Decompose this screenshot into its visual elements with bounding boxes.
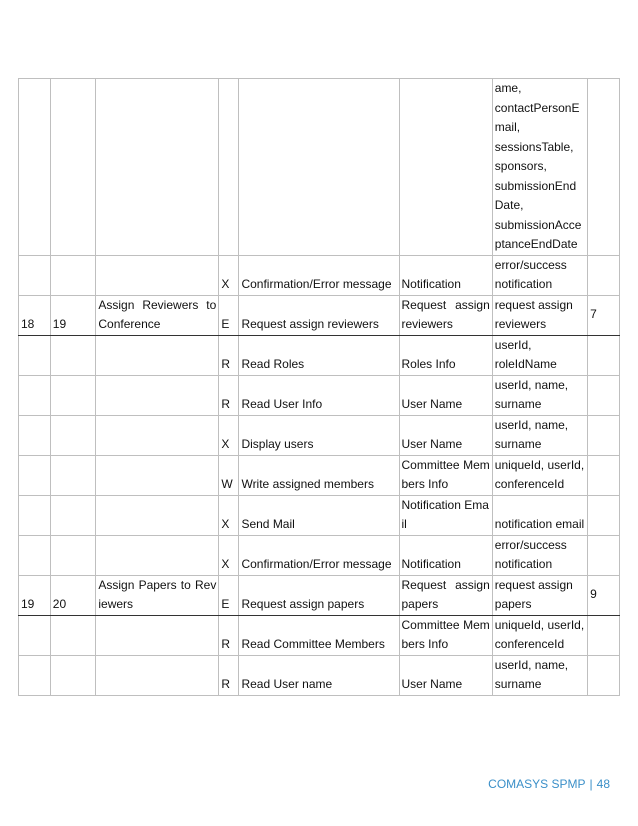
cell-cfp-count xyxy=(588,615,620,655)
cell-use-case-number: 19 xyxy=(50,295,96,335)
cell-fp-number xyxy=(19,415,51,455)
cell-cfp-count xyxy=(588,415,620,455)
attribute-line: surname xyxy=(494,397,542,411)
table-row xyxy=(19,495,620,535)
cell-data-group: Notification Email xyxy=(399,495,492,535)
attribute-line: error/success xyxy=(494,537,567,552)
cell-cfp-count xyxy=(588,495,620,535)
attribute-line: mail, xyxy=(494,120,521,134)
cell-process-name xyxy=(96,535,219,575)
cell-movement-type: R xyxy=(219,335,239,375)
cell-data-group: Request assign reviewers xyxy=(399,295,492,335)
cell-fp-number xyxy=(19,615,51,655)
table-row xyxy=(19,655,620,695)
cell-process-name xyxy=(96,455,219,495)
table-row xyxy=(19,455,620,495)
cell-data-attributes xyxy=(492,295,587,335)
attribute-line: conferenceId xyxy=(494,477,565,491)
cell-data-attributes xyxy=(492,615,587,655)
cell-use-case-number xyxy=(50,615,96,655)
cell-fp-number xyxy=(19,535,51,575)
cell-data-attributes xyxy=(492,455,587,495)
attribute-line: conferenceId xyxy=(494,637,565,651)
cell-data-attributes xyxy=(492,255,587,295)
attribute-line: request assign xyxy=(494,297,573,312)
cell-subprocess-name xyxy=(239,79,399,256)
cell-movement-type: X xyxy=(219,415,239,455)
function-point-table xyxy=(18,78,620,696)
attribute-line: roleIdName xyxy=(494,357,557,371)
cell-process-name: Assign Reviewers to Conference xyxy=(96,295,219,335)
cell-movement-type: E xyxy=(219,295,239,335)
table-row xyxy=(19,535,620,575)
cell-data-group xyxy=(399,79,492,256)
cell-fp-number xyxy=(19,455,51,495)
cell-data-group: User Name xyxy=(399,415,492,455)
cell-process-name xyxy=(96,335,219,375)
cell-data-attributes xyxy=(492,79,587,256)
cell-cfp-count xyxy=(588,79,620,256)
attribute-line: request assign xyxy=(494,577,573,592)
cell-subprocess-name: Request assign papers xyxy=(239,575,399,615)
cell-data-attributes xyxy=(492,335,587,375)
attribute-line: error/success xyxy=(494,257,567,272)
cell-data-group: User Name xyxy=(399,655,492,695)
cell-use-case-number xyxy=(50,535,96,575)
cell-use-case-number xyxy=(50,455,96,495)
cell-fp-number xyxy=(19,79,51,256)
cell-use-case-number: 20 xyxy=(50,575,96,615)
attribute-line: notification email xyxy=(494,517,585,531)
attribute-line: userId, name, xyxy=(494,417,569,432)
cell-movement-type: X xyxy=(219,255,239,295)
cell-fp-number xyxy=(19,335,51,375)
cell-data-attributes xyxy=(492,655,587,695)
cell-data-group: Notification xyxy=(399,535,492,575)
cell-process-name xyxy=(96,415,219,455)
table-row xyxy=(19,255,620,295)
cell-movement-type: E xyxy=(219,575,239,615)
table-row xyxy=(19,79,620,256)
cell-subprocess-name: Read User Info xyxy=(239,375,399,415)
cell-fp-number: 19 xyxy=(19,575,51,615)
cell-process-name xyxy=(96,375,219,415)
table-row xyxy=(19,415,620,455)
cell-data-group: Roles Info xyxy=(399,335,492,375)
cell-use-case-number xyxy=(50,415,96,455)
cell-fp-number xyxy=(19,495,51,535)
cell-process-name: Assign Papers to Reviewers xyxy=(96,575,219,615)
attribute-line: submissionAcce xyxy=(494,217,582,232)
table-row xyxy=(19,375,620,415)
cell-data-attributes xyxy=(492,495,587,535)
cell-process-name xyxy=(96,495,219,535)
attribute-line: surname xyxy=(494,437,542,451)
cell-cfp-count xyxy=(588,335,620,375)
footer-page-number: 48 xyxy=(596,777,610,791)
cell-use-case-number xyxy=(50,495,96,535)
cell-use-case-number xyxy=(50,655,96,695)
attribute-line: userId, name, xyxy=(494,377,569,392)
cell-use-case-number xyxy=(50,79,96,256)
cell-movement-type: R xyxy=(219,615,239,655)
cell-cfp-count xyxy=(588,535,620,575)
cell-subprocess-name: Confirmation/Error message xyxy=(239,535,399,575)
cell-subprocess-name: Write assigned members xyxy=(239,455,399,495)
table-row xyxy=(19,295,620,335)
cell-process-name xyxy=(96,615,219,655)
cell-data-attributes xyxy=(492,415,587,455)
cell-data-attributes xyxy=(492,575,587,615)
attribute-line: submissionEnd xyxy=(494,178,577,193)
table-row xyxy=(19,335,620,375)
footer-separator: | xyxy=(589,777,593,791)
cell-data-group: Notification xyxy=(399,255,492,295)
attribute-line: contactPersonE xyxy=(494,100,580,115)
attribute-line: papers xyxy=(494,597,532,611)
cell-process-name xyxy=(96,255,219,295)
cell-cfp-count xyxy=(588,655,620,695)
attribute-line: Date, xyxy=(494,198,524,212)
cell-fp-number xyxy=(19,255,51,295)
cell-data-group: Request assign papers xyxy=(399,575,492,615)
attribute-line: ame, xyxy=(494,81,522,95)
page-footer xyxy=(488,777,610,791)
cell-fp-number: 18 xyxy=(19,295,51,335)
cell-movement-type: X xyxy=(219,535,239,575)
attribute-line: notification xyxy=(494,277,553,291)
cell-subprocess-name: Read Committee Members xyxy=(239,615,399,655)
attribute-line: uniqueId, userId, xyxy=(494,457,585,472)
cell-cfp-count: 7 xyxy=(588,295,620,335)
attribute-line: userId, name, xyxy=(494,657,569,672)
attribute-line: reviewers xyxy=(494,317,547,331)
attribute-line: ptanceEndDate xyxy=(494,237,578,251)
cell-data-attributes xyxy=(492,535,587,575)
cell-fp-number xyxy=(19,375,51,415)
cell-subprocess-name: Display users xyxy=(239,415,399,455)
cell-movement-type: R xyxy=(219,655,239,695)
cell-use-case-number xyxy=(50,375,96,415)
cell-cfp-count: 9 xyxy=(588,575,620,615)
cell-data-group: Committee Members Info xyxy=(399,455,492,495)
cell-cfp-count xyxy=(588,255,620,295)
cell-process-name xyxy=(96,79,219,256)
attribute-line: surname xyxy=(494,677,542,691)
cell-fp-number xyxy=(19,655,51,695)
cell-data-group: Committee Members Info xyxy=(399,615,492,655)
attribute-line: uniqueId, userId, xyxy=(494,617,585,632)
cell-movement-type: X xyxy=(219,495,239,535)
cell-subprocess-name: Request assign reviewers xyxy=(239,295,399,335)
cell-cfp-count xyxy=(588,375,620,415)
cell-subprocess-name: Read Roles xyxy=(239,335,399,375)
cell-subprocess-name: Send Mail xyxy=(239,495,399,535)
table-body xyxy=(19,79,620,696)
cell-movement-type: W xyxy=(219,455,239,495)
attribute-line: sponsors, xyxy=(494,159,547,173)
table-row xyxy=(19,575,620,615)
cell-cfp-count xyxy=(588,455,620,495)
attribute-line: sessionsTable, xyxy=(494,139,574,154)
cell-subprocess-name: Confirmation/Error message xyxy=(239,255,399,295)
cell-use-case-number xyxy=(50,255,96,295)
table-row xyxy=(19,615,620,655)
cell-movement-type xyxy=(219,79,239,256)
cell-use-case-number xyxy=(50,335,96,375)
cell-data-group: User Name xyxy=(399,375,492,415)
cell-subprocess-name: Read User name xyxy=(239,655,399,695)
footer-doc-name: COMASYS SPMP xyxy=(488,777,586,791)
cell-movement-type: R xyxy=(219,375,239,415)
cell-data-attributes xyxy=(492,375,587,415)
attribute-line: userId, xyxy=(494,337,532,352)
cell-process-name xyxy=(96,655,219,695)
attribute-line: notification xyxy=(494,557,553,571)
